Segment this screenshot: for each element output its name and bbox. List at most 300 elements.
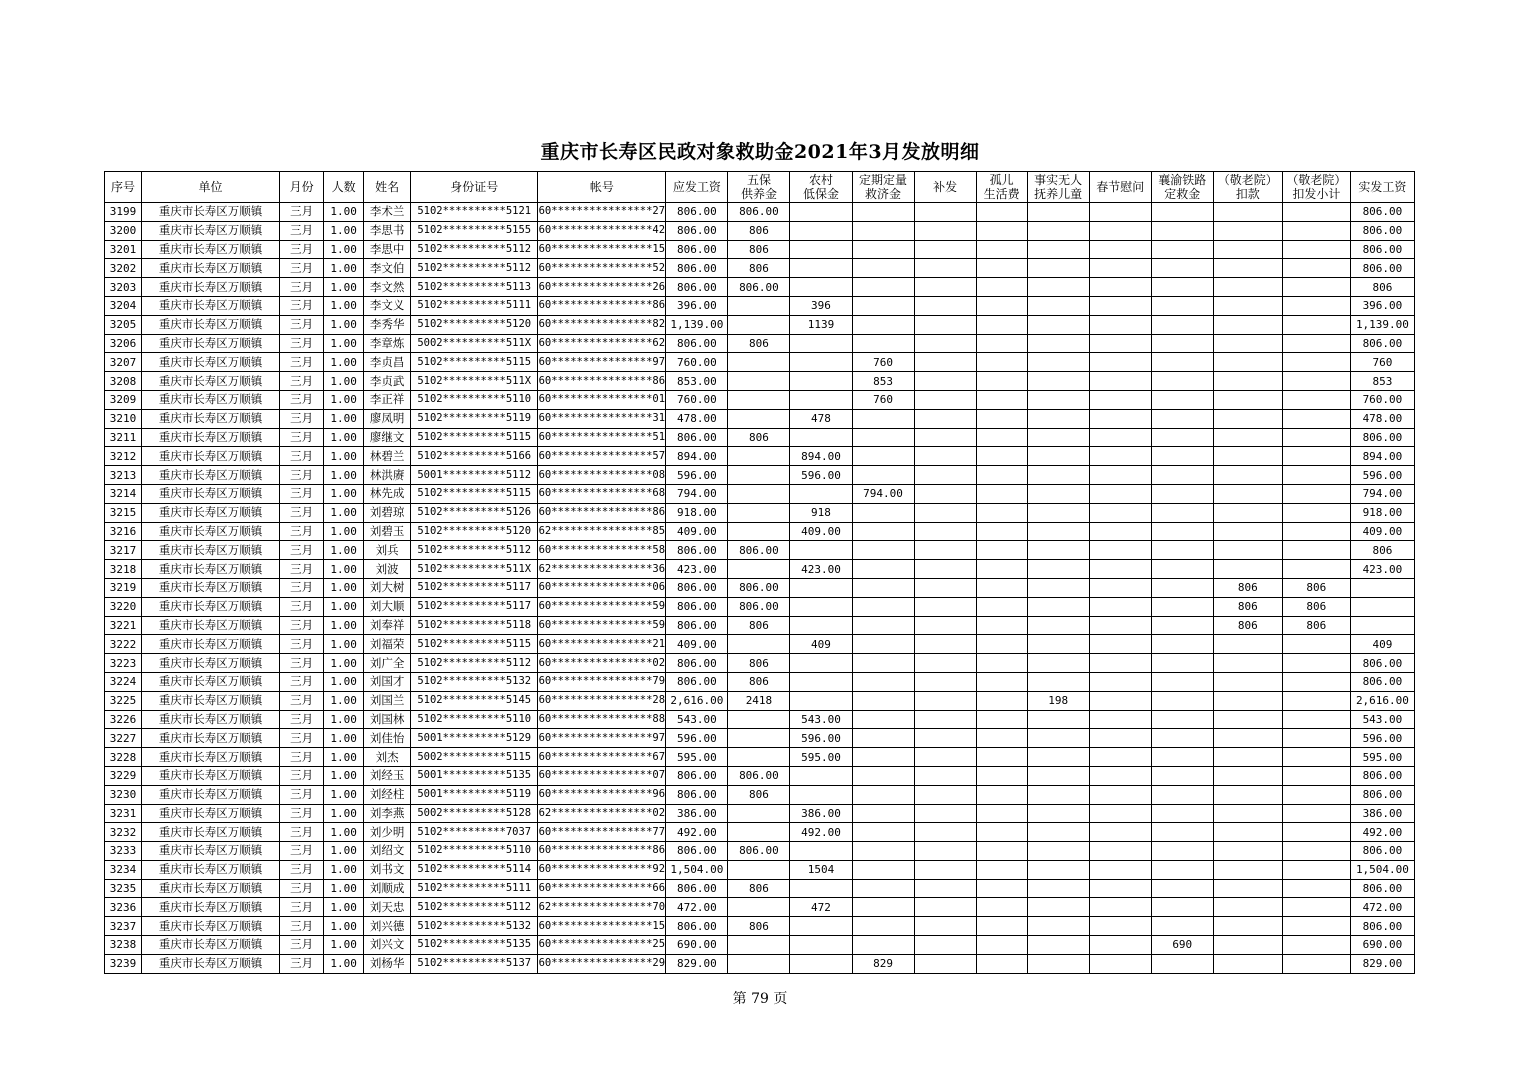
- table-row: [105, 522, 1415, 541]
- table-cell: [1282, 954, 1350, 973]
- table-cell: 5102**********5112: [411, 654, 538, 673]
- table-cell: 三月: [280, 654, 324, 673]
- table-cell: 5102**********5117: [411, 578, 538, 597]
- table-cell: [1213, 466, 1282, 485]
- table-cell: 690.00: [1350, 936, 1414, 955]
- table-cell: [1213, 936, 1282, 955]
- table-cell: [914, 372, 976, 391]
- table-cell: 重庆市长寿区万顺镇: [142, 560, 280, 579]
- table-cell: 林洪赓: [364, 466, 411, 485]
- table-cell: 853: [1350, 372, 1414, 391]
- table-cell: 重庆市长寿区万顺镇: [142, 954, 280, 973]
- table-cell: 三月: [280, 372, 324, 391]
- table-cell: 三月: [280, 428, 324, 447]
- table-cell: 重庆市长寿区万顺镇: [142, 879, 280, 898]
- table-cell: 重庆市长寿区万顺镇: [142, 691, 280, 710]
- table-cell: [1151, 296, 1213, 315]
- table-cell: [852, 315, 914, 334]
- table-cell: [1282, 522, 1350, 541]
- table-cell: 3233: [105, 842, 142, 861]
- table-cell: 5102**********5112: [411, 259, 538, 278]
- table-cell: 5102**********5111: [411, 296, 538, 315]
- table-cell: 60****************59: [538, 616, 666, 635]
- table-row: [105, 409, 1415, 428]
- table-cell: [1213, 917, 1282, 936]
- table-cell: 3200: [105, 221, 142, 240]
- table-cell: [1213, 203, 1282, 222]
- table-cell: [1151, 823, 1213, 842]
- table-cell: 三月: [280, 240, 324, 259]
- table-cell: 刘杨华: [364, 954, 411, 973]
- table-cell: [1027, 240, 1089, 259]
- table-cell: [914, 541, 976, 560]
- table-row: [105, 541, 1415, 560]
- table-row: [105, 954, 1415, 973]
- table-cell: [790, 203, 852, 222]
- table-cell: 3216: [105, 522, 142, 541]
- table-cell: 806: [1213, 578, 1282, 597]
- table-cell: [1213, 334, 1282, 353]
- table-cell: [914, 804, 976, 823]
- table-cell: [1282, 541, 1350, 560]
- table-cell: 60****************88: [538, 710, 666, 729]
- table-cell: 409.00: [790, 522, 852, 541]
- table-cell: [1282, 447, 1350, 466]
- table-cell: [976, 879, 1027, 898]
- table-cell: [1213, 447, 1282, 466]
- table-cell: [1282, 278, 1350, 297]
- table-cell: 3219: [105, 578, 142, 597]
- table-cell: 重庆市长寿区万顺镇: [142, 522, 280, 541]
- table-cell: 829.00: [666, 954, 728, 973]
- table-cell: 刘绍文: [364, 842, 411, 861]
- table-cell: [1027, 278, 1089, 297]
- table-cell: [1350, 578, 1414, 597]
- table-cell: [852, 597, 914, 616]
- table-cell: 806: [728, 428, 790, 447]
- table-cell: [728, 860, 790, 879]
- table-cell: 806.00: [666, 428, 728, 447]
- table-cell: 60****************06: [538, 578, 666, 597]
- table-cell: 806: [1213, 597, 1282, 616]
- table-cell: 重庆市长寿区万顺镇: [142, 766, 280, 785]
- table-cell: 1.00: [324, 823, 364, 842]
- table-cell: [914, 560, 976, 579]
- table-cell: 重庆市长寿区万顺镇: [142, 898, 280, 917]
- table-row: [105, 353, 1415, 372]
- table-cell: 重庆市长寿区万顺镇: [142, 710, 280, 729]
- table-cell: [914, 823, 976, 842]
- table-cell: [976, 635, 1027, 654]
- table-cell: 5002**********5128: [411, 804, 538, 823]
- table-cell: [1151, 334, 1213, 353]
- table-cell: 5102**********5132: [411, 672, 538, 691]
- table-row: [105, 278, 1415, 297]
- table-cell: [728, 560, 790, 579]
- table-cell: 刘碧玉: [364, 522, 411, 541]
- table-cell: 5102**********7037: [411, 823, 538, 842]
- table-row: [105, 804, 1415, 823]
- table-cell: [852, 522, 914, 541]
- table-cell: [914, 842, 976, 861]
- table-cell: [914, 315, 976, 334]
- table-row: [105, 672, 1415, 691]
- table-cell: 806.00: [728, 842, 790, 861]
- table-cell: [728, 898, 790, 917]
- table-cell: 5102**********5120: [411, 522, 538, 541]
- table-cell: 60****************86: [538, 842, 666, 861]
- table-row: [105, 578, 1415, 597]
- table-cell: 三月: [280, 917, 324, 936]
- table-cell: [1282, 766, 1350, 785]
- table-cell: [976, 578, 1027, 597]
- table-cell: 595.00: [1350, 748, 1414, 767]
- table-cell: [976, 203, 1027, 222]
- column-header: 孤儿 生活费: [976, 172, 1027, 203]
- table-cell: [1213, 409, 1282, 428]
- table-cell: 5102**********5135: [411, 936, 538, 955]
- table-cell: 重庆市长寿区万顺镇: [142, 484, 280, 503]
- column-header: （敬老院） 扣款: [1213, 172, 1282, 203]
- table-cell: 刘少明: [364, 823, 411, 842]
- table-cell: [1089, 729, 1151, 748]
- table-row: [105, 785, 1415, 804]
- table-cell: 李贞武: [364, 372, 411, 391]
- table-cell: [1151, 409, 1213, 428]
- table-cell: [976, 616, 1027, 635]
- table-cell: [976, 954, 1027, 973]
- table-cell: 1.00: [324, 560, 364, 579]
- table-cell: 重庆市长寿区万顺镇: [142, 203, 280, 222]
- table-cell: [976, 428, 1027, 447]
- table-cell: [1089, 466, 1151, 485]
- table-cell: 1.00: [324, 259, 364, 278]
- table-cell: 1.00: [324, 860, 364, 879]
- table-cell: [1151, 654, 1213, 673]
- table-cell: 806.00: [728, 541, 790, 560]
- table-cell: 李文义: [364, 296, 411, 315]
- table-cell: [852, 879, 914, 898]
- table-cell: [914, 484, 976, 503]
- table-cell: 806: [728, 259, 790, 278]
- table-cell: 806: [728, 879, 790, 898]
- table-cell: 806.00: [666, 203, 728, 222]
- table-cell: 1139: [790, 315, 852, 334]
- table-cell: 5002**********511X: [411, 334, 538, 353]
- table-cell: 806.00: [728, 578, 790, 597]
- table-cell: [1151, 259, 1213, 278]
- table-cell: 918.00: [1350, 503, 1414, 522]
- table-cell: 1.00: [324, 936, 364, 955]
- table-row: [105, 917, 1415, 936]
- table-cell: 62****************02: [538, 804, 666, 823]
- table-cell: 60****************27: [538, 203, 666, 222]
- table-cell: 62****************85: [538, 522, 666, 541]
- table-cell: 595.00: [790, 748, 852, 767]
- table-cell: 林碧兰: [364, 447, 411, 466]
- table-cell: 三月: [280, 616, 324, 635]
- table-cell: [1213, 315, 1282, 334]
- table-cell: [1027, 578, 1089, 597]
- table-cell: [852, 654, 914, 673]
- table-cell: 重庆市长寿区万顺镇: [142, 729, 280, 748]
- table-cell: [914, 654, 976, 673]
- table-cell: 806: [728, 785, 790, 804]
- table-cell: [1282, 672, 1350, 691]
- table-cell: [1027, 428, 1089, 447]
- table-cell: 3225: [105, 691, 142, 710]
- table-cell: 重庆市长寿区万顺镇: [142, 372, 280, 391]
- table-cell: [976, 409, 1027, 428]
- table-cell: 760.00: [666, 353, 728, 372]
- table-cell: 5001**********5135: [411, 766, 538, 785]
- table-cell: [1213, 860, 1282, 879]
- table-cell: [1027, 259, 1089, 278]
- table-cell: [1151, 503, 1213, 522]
- table-cell: 三月: [280, 710, 324, 729]
- table-cell: [728, 353, 790, 372]
- table-cell: 60****************67: [538, 748, 666, 767]
- table-cell: 3234: [105, 860, 142, 879]
- table-cell: 三月: [280, 353, 324, 372]
- table-cell: [790, 428, 852, 447]
- table-cell: 三月: [280, 203, 324, 222]
- table-cell: [1089, 804, 1151, 823]
- table-cell: [1089, 823, 1151, 842]
- table-cell: 三月: [280, 484, 324, 503]
- table-cell: 三月: [280, 409, 324, 428]
- table-cell: [1151, 710, 1213, 729]
- table-cell: 重庆市长寿区万顺镇: [142, 635, 280, 654]
- table-cell: 3237: [105, 917, 142, 936]
- table-cell: 三月: [280, 560, 324, 579]
- table-cell: 806.00: [1350, 879, 1414, 898]
- table-cell: [914, 296, 976, 315]
- table-cell: 3228: [105, 748, 142, 767]
- table-cell: [914, 240, 976, 259]
- table-cell: 刘书文: [364, 860, 411, 879]
- table-cell: 1.00: [324, 917, 364, 936]
- table-cell: [1213, 898, 1282, 917]
- table-cell: [1089, 278, 1151, 297]
- table-row: [105, 823, 1415, 842]
- table-cell: 廖继文: [364, 428, 411, 447]
- column-header: （敬老院） 扣发小计: [1282, 172, 1350, 203]
- table-cell: [1151, 597, 1213, 616]
- table-cell: [1213, 541, 1282, 560]
- table-cell: 重庆市长寿区万顺镇: [142, 654, 280, 673]
- table-cell: [1027, 353, 1089, 372]
- table-cell: [1282, 484, 1350, 503]
- table-cell: 3204: [105, 296, 142, 315]
- table-cell: [976, 597, 1027, 616]
- column-header: 襄渝铁路 定救金: [1151, 172, 1213, 203]
- table-cell: 5102**********5119: [411, 409, 538, 428]
- table-cell: [1089, 428, 1151, 447]
- table-cell: 3217: [105, 541, 142, 560]
- table-cell: [1089, 672, 1151, 691]
- table-cell: [852, 428, 914, 447]
- table-cell: 1.00: [324, 616, 364, 635]
- table-cell: 60****************86: [538, 296, 666, 315]
- table-cell: 三月: [280, 766, 324, 785]
- table-cell: 760.00: [1350, 390, 1414, 409]
- table-cell: 806.00: [666, 221, 728, 240]
- table-cell: [728, 823, 790, 842]
- table-cell: 重庆市长寿区万顺镇: [142, 466, 280, 485]
- table-cell: 806.00: [1350, 785, 1414, 804]
- table-cell: 894.00: [1350, 447, 1414, 466]
- table-cell: 60****************86: [538, 372, 666, 391]
- table-cell: 5102**********511X: [411, 560, 538, 579]
- table-cell: 1.00: [324, 484, 364, 503]
- table-cell: 60****************31: [538, 409, 666, 428]
- table-cell: 918.00: [666, 503, 728, 522]
- table-cell: 1.00: [324, 672, 364, 691]
- table-row: [105, 766, 1415, 785]
- table-cell: [976, 522, 1027, 541]
- table-cell: 5102**********5120: [411, 315, 538, 334]
- table-cell: 409.00: [666, 522, 728, 541]
- table-cell: [790, 616, 852, 635]
- table-cell: 1.00: [324, 729, 364, 748]
- table-cell: 492.00: [790, 823, 852, 842]
- table-cell: 3227: [105, 729, 142, 748]
- table-cell: 重庆市长寿区万顺镇: [142, 748, 280, 767]
- table-cell: [1151, 447, 1213, 466]
- table-cell: 806.00: [666, 785, 728, 804]
- table-cell: 5102**********5110: [411, 390, 538, 409]
- table-cell: [1089, 372, 1151, 391]
- table-cell: 三月: [280, 503, 324, 522]
- table-cell: [852, 842, 914, 861]
- table-cell: [1027, 766, 1089, 785]
- table-cell: 60****************21: [538, 635, 666, 654]
- table-cell: [976, 785, 1027, 804]
- table-cell: [1027, 221, 1089, 240]
- table-cell: 1.00: [324, 578, 364, 597]
- column-header: 事实无人 抚养儿童: [1027, 172, 1089, 203]
- table-cell: [1213, 729, 1282, 748]
- table-cell: 重庆市长寿区万顺镇: [142, 315, 280, 334]
- table-cell: 1.00: [324, 879, 364, 898]
- table-cell: 刘奉祥: [364, 616, 411, 635]
- table-cell: 李秀华: [364, 315, 411, 334]
- table-cell: [790, 334, 852, 353]
- table-cell: 806.00: [1350, 428, 1414, 447]
- table-cell: 3201: [105, 240, 142, 259]
- column-header: 月份: [280, 172, 324, 203]
- table-cell: [728, 390, 790, 409]
- table-cell: 894.00: [666, 447, 728, 466]
- table-cell: 806: [728, 654, 790, 673]
- table-cell: 1.00: [324, 597, 364, 616]
- table-cell: [1282, 466, 1350, 485]
- table-cell: [1089, 541, 1151, 560]
- table-row: [105, 315, 1415, 334]
- table-cell: [852, 466, 914, 485]
- table-cell: 重庆市长寿区万顺镇: [142, 221, 280, 240]
- table-cell: 1.00: [324, 842, 364, 861]
- table-cell: [976, 842, 1027, 861]
- table-cell: [1027, 710, 1089, 729]
- table-cell: 806.00: [666, 917, 728, 936]
- table-cell: 60****************86: [538, 503, 666, 522]
- relief-payment-table: [104, 171, 1415, 974]
- table-cell: 刘大顺: [364, 597, 411, 616]
- table-cell: 423.00: [1350, 560, 1414, 579]
- table-cell: [914, 898, 976, 917]
- table-cell: 543.00: [666, 710, 728, 729]
- table-cell: [1151, 578, 1213, 597]
- table-cell: 806.00: [666, 616, 728, 635]
- table-cell: 3226: [105, 710, 142, 729]
- table-cell: [1213, 296, 1282, 315]
- table-cell: [852, 766, 914, 785]
- table-cell: 1.00: [324, 766, 364, 785]
- table-cell: 396.00: [666, 296, 728, 315]
- table-cell: [1027, 936, 1089, 955]
- table-cell: 三月: [280, 296, 324, 315]
- table-cell: [976, 447, 1027, 466]
- table-cell: 李文然: [364, 278, 411, 297]
- table-cell: [728, 729, 790, 748]
- table-cell: 1,504.00: [666, 860, 728, 879]
- table-cell: [1027, 917, 1089, 936]
- table-cell: 806.00: [666, 842, 728, 861]
- table-cell: 3230: [105, 785, 142, 804]
- table-cell: 3203: [105, 278, 142, 297]
- table-cell: 492.00: [1350, 823, 1414, 842]
- table-cell: [1027, 315, 1089, 334]
- table-cell: 60****************82: [538, 315, 666, 334]
- table-cell: [914, 691, 976, 710]
- table-cell: [1350, 616, 1414, 635]
- table-cell: 3212: [105, 447, 142, 466]
- table-cell: 重庆市长寿区万顺镇: [142, 823, 280, 842]
- table-cell: [1027, 616, 1089, 635]
- table-cell: [728, 447, 790, 466]
- table-cell: [1089, 954, 1151, 973]
- table-cell: 806.00: [728, 766, 790, 785]
- table-cell: 806.00: [666, 278, 728, 297]
- table-cell: 3220: [105, 597, 142, 616]
- table-cell: [976, 296, 1027, 315]
- table-cell: [1027, 466, 1089, 485]
- table-cell: [1213, 503, 1282, 522]
- table-cell: [1151, 672, 1213, 691]
- table-cell: 543.00: [790, 710, 852, 729]
- table-cell: [1213, 672, 1282, 691]
- table-cell: 三月: [280, 334, 324, 353]
- table-cell: [1213, 842, 1282, 861]
- table-cell: [1282, 240, 1350, 259]
- table-cell: 1.00: [324, 447, 364, 466]
- table-cell: [1282, 785, 1350, 804]
- table-cell: [852, 860, 914, 879]
- table-cell: [1027, 654, 1089, 673]
- table-cell: [852, 691, 914, 710]
- table-cell: [728, 710, 790, 729]
- column-header: 帐号: [538, 172, 666, 203]
- table-cell: [852, 748, 914, 767]
- table-cell: [1089, 766, 1151, 785]
- table-cell: 806.00: [666, 259, 728, 278]
- table-cell: 李文伯: [364, 259, 411, 278]
- table-cell: 198: [1027, 691, 1089, 710]
- table-cell: 853.00: [666, 372, 728, 391]
- table-cell: 5102**********5115: [411, 484, 538, 503]
